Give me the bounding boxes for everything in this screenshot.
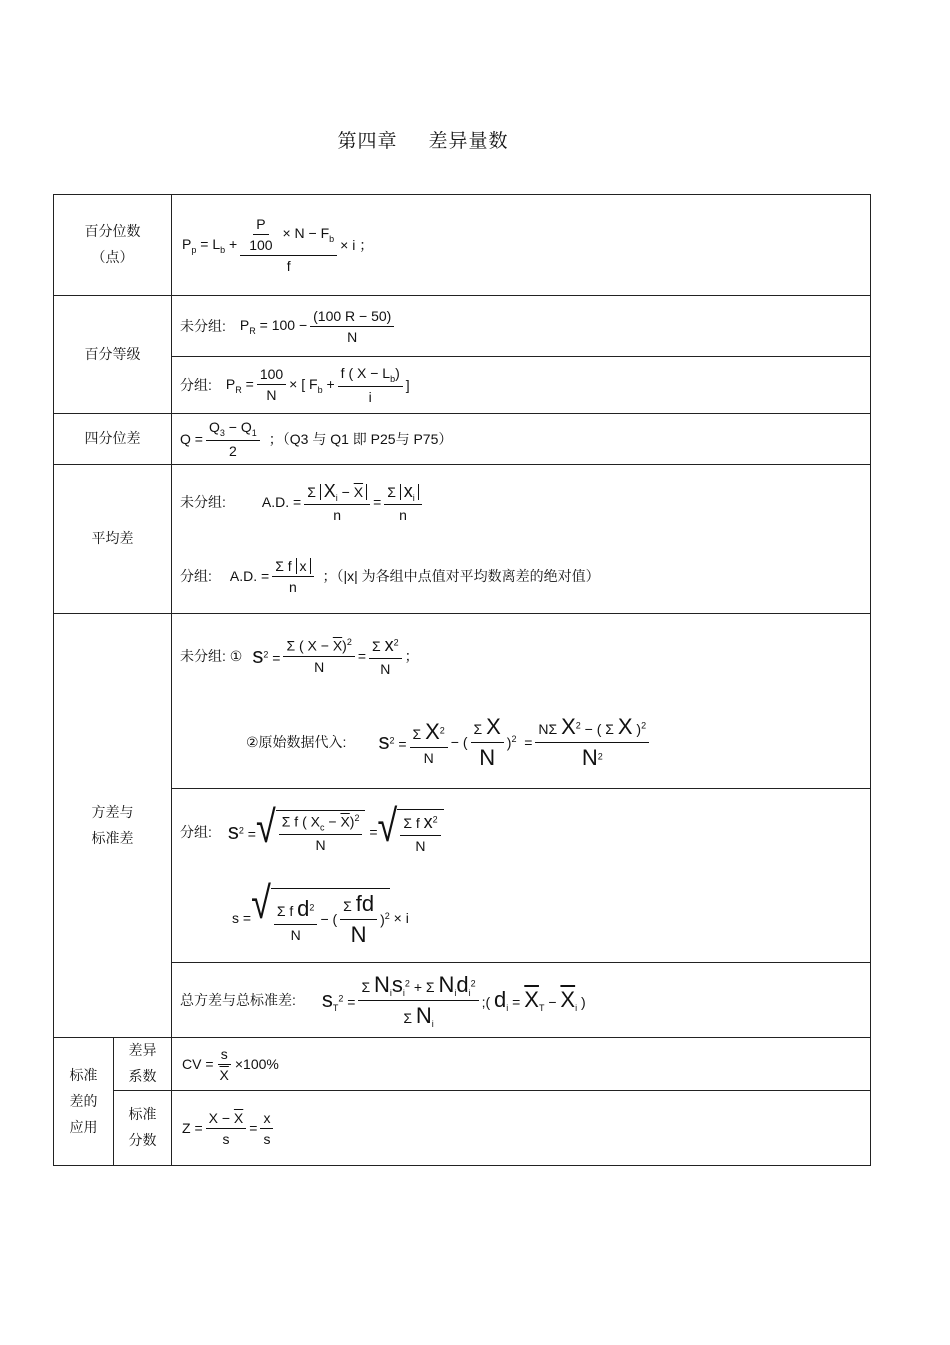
- percentile-rank-ungrouped-formula: 未分组: $P_R = 100$ − $\frac{(100 R - 50)}{N}$: [172, 296, 871, 357]
- chapter-number: 第四章: [337, 130, 398, 152]
- row-percentile-rank-grouped: [54, 357, 871, 414]
- percentile-formula: $P_p = L_b$ + $\frac{P}{100}$ × $N - F_b$ f × i ；: [172, 195, 871, 296]
- row-total-variance: [54, 963, 871, 1038]
- cv-formula: CV = $\frac{s}{X}$ ×100%: [172, 1038, 871, 1091]
- row-percentile-rank-ungrouped: [54, 296, 871, 357]
- chapter-topic: 差异量数: [428, 130, 509, 152]
- variance-grouped-formulas: 分组: $s^2$ = √ $\frac{\Sigma f ( X_c - \overline{X})^2}{N}$ = √ $\frac{\Sigma f x^2}{N}$ s = √ $\frac{\Sigma f d^2}{N}$ − ( $\frac{\text{Σ fd}}{N}$ )$^2$ × i: [172, 789, 871, 963]
- mean-deviation-label: 平均差: [54, 465, 172, 614]
- z-label: 标准 分数: [114, 1091, 172, 1166]
- row-quartile-deviation: [54, 414, 871, 465]
- total-variance-formula: 总方差与总标准差: $s_T^2$ = $\frac{\Sigma N_is_i^2 + \Sigma N_id_i^2}{\Sigma N_i}$ ;( $d_i = \overline{X}_T - \overline{X}_i$ ): [172, 963, 871, 1038]
- row-variance-ungrouped: [54, 614, 871, 789]
- quartile-deviation-formula: Q = $\frac{Q_3 - Q_1}{2}$ ；（Q3 与 Q1 即 P25与 P75）: [172, 414, 871, 465]
- row-variance-grouped: [54, 789, 871, 963]
- row-percentile: [54, 195, 871, 296]
- page-title: [0, 126, 846, 153]
- quartile-deviation-label: 四分位差: [54, 414, 172, 465]
- formula-table: [53, 194, 871, 1166]
- row-mean-deviation: [54, 465, 871, 614]
- percentile-rank-grouped-formula: 分组: $P_R$ = $\frac{100}{N}$ × [ $F_b$ + $\frac{f ( X - L_b)}{i}$ ]: [172, 357, 871, 414]
- row-coefficient-variation: [54, 1038, 871, 1091]
- applications-label: 标准 差的 应用: [54, 1038, 114, 1166]
- variance-ungrouped-formulas: 未分组: ① $s^2$ = $\frac{\Sigma ( X - \overline{X})^2}{N}$ = $\frac{\Sigma x^2}{N}$ ； ②原始数据代入: $s^2$ = $\frac{\Sigma X^2}{N}$ − ( $\frac{\text{Σ X}}{N}$ )$^2$ = $\frac{N\Sigma X^2 - ( \Sigma X )^2}{N^2}$: [172, 614, 871, 789]
- z-formula: Z = $\frac{X - \overline{X}}{s}$ = $\frac{x}{s}$: [172, 1091, 871, 1166]
- variance-label: 方差与 标准差: [54, 614, 172, 1038]
- cv-label: 差异 系数: [114, 1038, 172, 1091]
- mean-deviation-formulas: 未分组: A.D. = $\frac{\Sigma X_i - \overline{X}}{n}$ = $\frac{\Sigma x_i}{n}$ 分组: A.D. = $\frac{\text{Σ f x}}{n}$ ；（|x| 为各组中点值对平均数离差的绝对值）: [172, 465, 871, 614]
- percentile-label: 百分位数 （点）: [54, 195, 172, 296]
- row-standard-score: [54, 1091, 871, 1166]
- percentile-rank-label: 百分等级: [54, 296, 172, 414]
